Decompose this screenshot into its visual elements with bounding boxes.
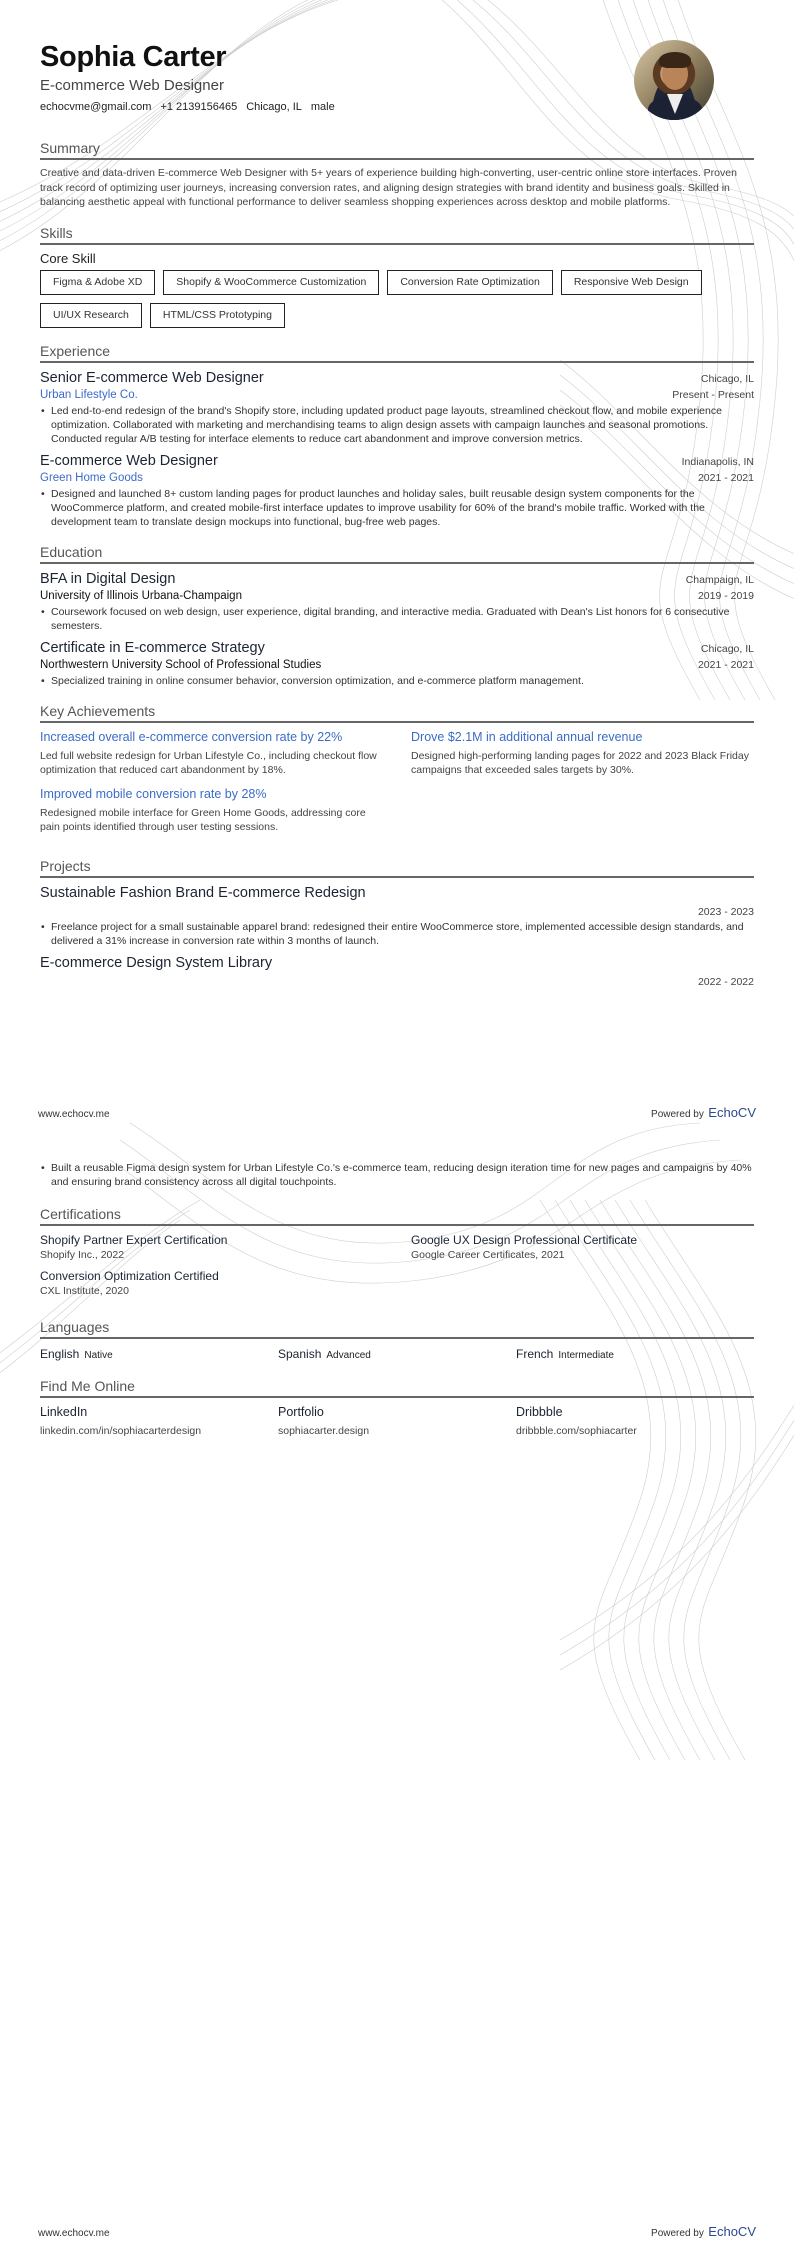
skills-section <box>40 224 754 328</box>
experience-entry <box>40 452 754 529</box>
section-divider <box>40 721 754 723</box>
section-heading: Projects <box>40 857 91 874</box>
section-heading: Find Me Online <box>40 1378 135 1394</box>
avatar-hair <box>659 52 691 68</box>
certification-name: Shopify Partner Expert Certification <box>40 1233 228 1247</box>
project-entry <box>40 884 754 948</box>
resume-page-2 <box>0 1123 794 2246</box>
job-bullet: • Led end-to-end redesign of the brand's Shopify store, including updated product page layouts, streamlined checkout flow, and mobile experience optimization. Collaborated with marketing and merchandising teams to align design assets with campaign launches and seasonal promotions. Conducted regular A/B testing for interface elements to reduce cart abandonment and improve conversion metrics. <box>40 404 754 446</box>
section-divider <box>40 361 754 363</box>
achievement-item <box>40 786 383 835</box>
avatar <box>634 40 714 120</box>
skill-badge: UI/UX Research <box>40 303 142 328</box>
footer-url[interactable]: www.echocv.me <box>38 1109 110 1120</box>
projects-section <box>40 857 754 989</box>
job-location: Indianapolis, IN <box>681 455 754 468</box>
profile-name: Portfolio <box>278 1405 324 1419</box>
language-item <box>278 1345 516 1363</box>
project-bullet: • Built a reusable Figma design system for Urban Lifestyle Co.'s e-commerce team, reducing design iteration time for new pages and campaigns by 40% and ensuring brand consistency across all digital touchpoints. <box>40 1161 754 1189</box>
candidate-title: E-commerce Web Designer <box>40 77 224 94</box>
language-name: French <box>516 1347 554 1361</box>
online-profile <box>516 1404 754 1439</box>
company-name: Green Home Goods <box>40 471 143 484</box>
resume-header <box>40 0 754 125</box>
online-profile <box>278 1404 516 1439</box>
section-heading: Certifications <box>40 1206 121 1222</box>
project-title: Sustainable Fashion Brand E-commerce Redesign <box>40 884 366 901</box>
contact-location: Chicago, IL <box>246 101 302 113</box>
certification-name: Conversion Optimization Certified <box>40 1269 219 1283</box>
language-level: Native <box>84 1350 113 1361</box>
section-divider <box>40 1396 754 1398</box>
certification-item <box>411 1232 754 1262</box>
certification-issuer: Shopify Inc., 2022 <box>40 1249 125 1261</box>
project-dates: 2022 - 2022 <box>697 975 754 988</box>
job-dates: Present - Present <box>672 388 754 401</box>
languages-section <box>40 1318 754 1363</box>
experience-entry <box>40 369 754 446</box>
profile-name: LinkedIn <box>40 1405 88 1419</box>
summary-section <box>40 139 754 210</box>
section-divider <box>40 562 754 564</box>
achievement-title: Increased overall e-commerce conversion rate by 22% <box>40 729 343 744</box>
achievement-title: Improved mobile conversion rate by 28% <box>40 786 267 801</box>
language-level: Intermediate <box>558 1350 614 1361</box>
achievement-item <box>40 729 383 778</box>
education-entry <box>40 639 754 688</box>
experience-section <box>40 342 754 529</box>
profile-link[interactable]: sophiacarter.design <box>278 1425 370 1437</box>
footer-powered-label: Powered by <box>651 1109 704 1120</box>
skill-badge: Figma & Adobe XD <box>40 270 155 295</box>
section-heading: Education <box>40 543 103 560</box>
achievement-desc: Redesigned mobile interface for Green Home Goods, addressing core pain points identified through user testing sessions. <box>40 806 366 833</box>
education-dates: 2021 - 2021 <box>697 658 754 671</box>
section-heading: Languages <box>40 1319 110 1335</box>
profile-link[interactable]: linkedin.com/in/sophiacarterdesign <box>40 1425 202 1437</box>
certifications-section <box>40 1205 754 1304</box>
achievement-title: Drove $2.1M in additional annual revenue <box>411 729 643 744</box>
certification-item <box>40 1268 383 1298</box>
section-divider <box>40 158 754 160</box>
section-heading: Experience <box>40 342 111 359</box>
contact-email[interactable]: echocvme@gmail.com <box>40 101 152 113</box>
candidate-name: Sophia Carter <box>40 41 227 73</box>
project-continuation <box>40 1161 754 1189</box>
job-dates: 2021 - 2021 <box>697 471 754 484</box>
contact-phone[interactable]: +1 2139156465 <box>160 101 238 113</box>
project-entry <box>40 954 754 989</box>
degree-title: BFA in Digital Design <box>40 570 176 587</box>
certification-issuer: CXL Institute, 2020 <box>40 1285 129 1297</box>
achievements-section <box>40 702 754 843</box>
page-footer <box>38 1104 756 1122</box>
profile-name: Dribbble <box>516 1405 563 1419</box>
resume-page-1 <box>0 0 794 1122</box>
job-bullet: • Designed and launched 8+ custom landing pages for product launches and holiday sales, built reusable design system components for the WooCommerce platform, and created mobile-first interface updates to improve usability for 60% of the brand's mobile traffic. Worked with the development team to translate design mockups into functional, bug-free web pages. <box>40 487 754 529</box>
page-footer <box>38 2223 756 2241</box>
job-title: E-commerce Web Designer <box>40 452 218 469</box>
online-profile <box>40 1404 278 1439</box>
footer-url[interactable]: www.echocv.me <box>38 2228 110 2239</box>
language-name: Spanish <box>278 1347 322 1361</box>
school-name: University of Illinois Urbana-Champaign <box>40 589 242 602</box>
skill-list <box>40 270 754 328</box>
company-name: Urban Lifestyle Co. <box>40 388 138 401</box>
job-location: Chicago, IL <box>700 372 754 385</box>
certification-issuer: Google Career Certificates, 2021 <box>411 1249 565 1261</box>
section-heading: Skills <box>40 224 73 241</box>
footer-brand[interactable]: EchoCV <box>708 1105 756 1120</box>
job-title: Senior E-commerce Web Designer <box>40 369 264 386</box>
achievement-item <box>411 729 754 778</box>
section-divider <box>40 243 754 245</box>
achievement-desc: Designed high-performing landing pages for 2022 and 2023 Black Friday campaigns that exceeded sales targets by 30%. <box>411 749 749 776</box>
footer-brand[interactable]: EchoCV <box>708 2224 756 2239</box>
language-name: English <box>40 1347 80 1361</box>
language-item <box>516 1345 754 1363</box>
contact-gender: male <box>310 101 335 113</box>
section-heading: Key Achievements <box>40 702 156 719</box>
achievement-desc: Led full website redesign for Urban Lifestyle Co., including checkout flow optimization that reduced cart abandonment by 18%. <box>40 749 377 776</box>
skill-badge: HTML/CSS Prototyping <box>150 303 285 328</box>
language-item <box>40 1345 278 1363</box>
education-bullet: • Coursework focused on web design, user experience, digital branding, and interactive media. Graduated with Dean's List honors for 6 consecutive semesters. <box>40 605 754 633</box>
section-divider <box>40 1224 754 1226</box>
skill-badge: Shopify & WooCommerce Customization <box>163 270 379 295</box>
footer-powered-label: Powered by <box>651 2228 704 2239</box>
education-entry <box>40 570 754 633</box>
section-heading: Summary <box>40 140 100 156</box>
skill-badge: Conversion Rate Optimization <box>387 270 552 295</box>
school-name: Northwestern University School of Professional Studies <box>40 658 322 671</box>
skill-group-label: Core Skill <box>40 250 96 266</box>
education-bullet: • Specialized training in online consumer behavior, conversion optimization, and e-commerce platform management. <box>40 674 754 688</box>
school-location: Champaign, IL <box>685 573 754 586</box>
project-bullet: • Freelance project for a small sustainable apparel brand: redesigned their entire WooCommerce store, implemented accessible design standards, and delivered a 31% increase in conversion rate within 3 months of launch. <box>40 920 754 948</box>
certification-name: Google UX Design Professional Certificate <box>411 1233 638 1247</box>
section-divider <box>40 876 754 878</box>
online-section <box>40 1377 754 1439</box>
project-dates: 2023 - 2023 <box>697 905 754 918</box>
section-divider <box>40 1337 754 1339</box>
school-location: Chicago, IL <box>700 642 754 655</box>
summary-text: Creative and data-driven E-commerce Web Designer with 5+ years of experience building high-converting, user-centric online store interfaces. Proven track record of optimizing user journeys, increasing conversion rates, and aligning design strategies with brand identity and business goals. Skilled in balancing aesthetic appeal with functional performance to deliver seamless shopping experiences across desktop and mobile platforms. <box>40 167 737 208</box>
education-section <box>40 543 754 688</box>
skill-badge: Responsive Web Design <box>561 270 702 295</box>
degree-title: Certificate in E-commerce Strategy <box>40 639 265 656</box>
language-level: Advanced <box>326 1350 371 1361</box>
profile-link[interactable]: dribbble.com/sophiacarter <box>516 1425 637 1437</box>
education-dates: 2019 - 2019 <box>697 589 754 602</box>
project-title: E-commerce Design System Library <box>40 954 273 971</box>
certification-item <box>40 1232 383 1262</box>
